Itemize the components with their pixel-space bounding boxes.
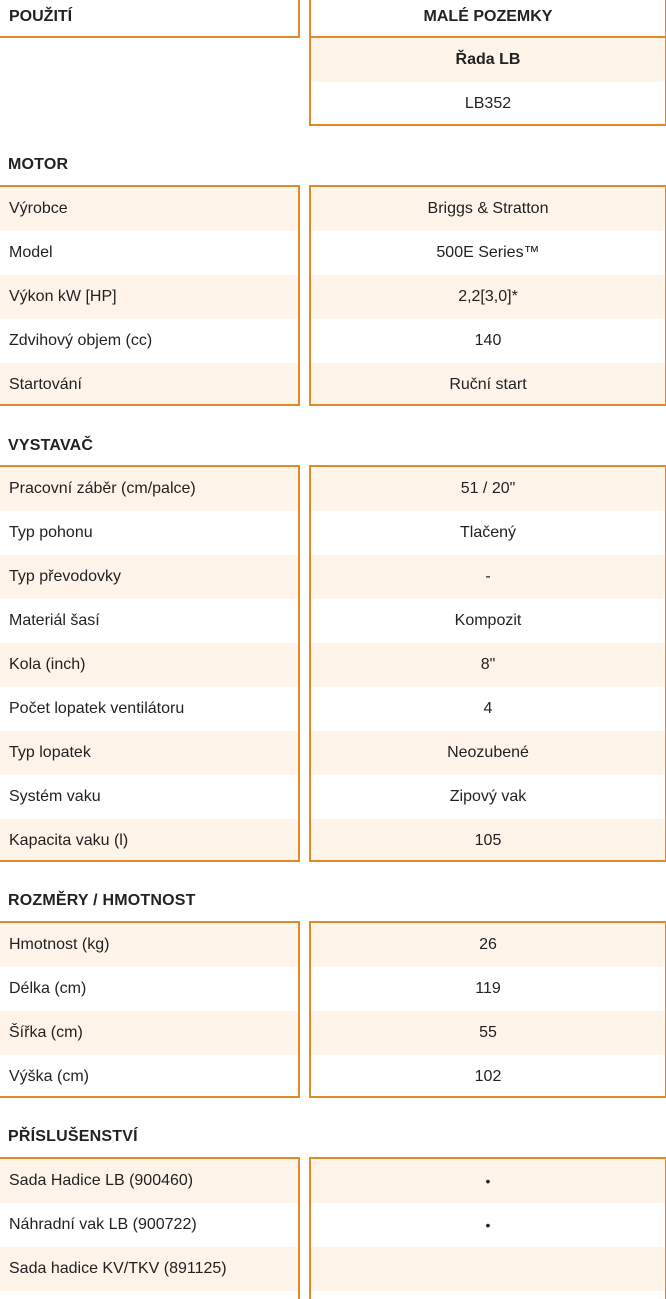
spec-value: Tlačený bbox=[311, 511, 665, 555]
spec-value: Ruční start bbox=[311, 363, 665, 406]
blower-values bbox=[309, 465, 666, 862]
spec-value: 8" bbox=[311, 643, 665, 687]
spec-label: Typ převodovky bbox=[0, 555, 298, 599]
spec-value: 51 / 20" bbox=[311, 467, 665, 511]
spec-value: 119 bbox=[311, 967, 665, 1011]
spec-label: Hmotnost (kg) bbox=[0, 923, 298, 967]
category-label: MALÉ POZEMKY bbox=[311, 0, 665, 38]
spec-label: Počet lopatek ventilátoru bbox=[0, 687, 298, 731]
spec-value: 2,2[3,0]* bbox=[311, 275, 665, 319]
dimensions-values bbox=[309, 921, 666, 1098]
spec-value: 105 bbox=[311, 819, 665, 862]
spec-value: 102 bbox=[311, 1055, 665, 1098]
usage-label: POUŽITÍ bbox=[0, 0, 298, 36]
spec-label: Model bbox=[0, 231, 298, 275]
spec-label: Náhradní vak LB (900722) bbox=[0, 1203, 298, 1247]
section-title-dimensions: ROZMĚRY / HMOTNOST bbox=[8, 892, 196, 909]
spec-label: Pracovní záběr (cm/palce) bbox=[0, 467, 298, 511]
spec-label: Kapacita vaku (l) bbox=[0, 819, 298, 862]
section-title-blower: VYSTAVAČ bbox=[8, 437, 94, 454]
spec-value: 140 bbox=[311, 319, 665, 363]
spec-value: 55 bbox=[311, 1011, 665, 1055]
spec-label: Startování bbox=[0, 363, 298, 406]
spec-label: Výkon kW [HP] bbox=[0, 275, 298, 319]
spec-label: Zdvihový objem (cc) bbox=[0, 319, 298, 363]
accessories-labels bbox=[0, 1157, 300, 1299]
product-header-box bbox=[309, 0, 666, 126]
accessories-values bbox=[309, 1157, 666, 1299]
spec-label: Sada Hadice LB (900460) bbox=[0, 1159, 298, 1203]
spec-label: Systém vaku bbox=[0, 775, 298, 819]
spec-value: 4 bbox=[311, 687, 665, 731]
spec-value: - bbox=[311, 555, 665, 599]
motor-labels bbox=[0, 185, 300, 406]
spec-label: Výrobce bbox=[0, 187, 298, 231]
spec-label: Sada hadice KV/TKV (891125) bbox=[0, 1247, 298, 1291]
model-label: LB352 bbox=[311, 82, 665, 126]
spec-value: Kompozit bbox=[311, 599, 665, 643]
dimensions-labels bbox=[0, 921, 300, 1098]
included-bullet: • bbox=[311, 1203, 665, 1247]
included-bullet: • bbox=[311, 1159, 665, 1203]
spec-label: Šířka (cm) bbox=[0, 1011, 298, 1055]
spec-label: Typ lopatek bbox=[0, 731, 298, 775]
blower-labels bbox=[0, 465, 300, 862]
series-label: Řada LB bbox=[311, 38, 665, 82]
section-title-motor: MOTOR bbox=[8, 156, 69, 173]
spec-value: 500E Series™ bbox=[311, 231, 665, 275]
usage-label-box bbox=[0, 0, 300, 38]
spec-value: 26 bbox=[311, 923, 665, 967]
spec-label: Typ pohonu bbox=[0, 511, 298, 555]
spec-value: Briggs & Stratton bbox=[311, 187, 665, 231]
motor-values bbox=[309, 185, 666, 406]
spec-label: Výška (cm) bbox=[0, 1055, 298, 1098]
spec-label: Materiál šasí bbox=[0, 599, 298, 643]
spec-value: Zipový vak bbox=[311, 775, 665, 819]
included-bullet bbox=[311, 1247, 665, 1291]
spec-value: Neozubené bbox=[311, 731, 665, 775]
spec-label: Délka (cm) bbox=[0, 967, 298, 1011]
spec-label: Kola (inch) bbox=[0, 643, 298, 687]
section-title-accessories: PŘÍSLUŠENSTVÍ bbox=[8, 1128, 138, 1145]
